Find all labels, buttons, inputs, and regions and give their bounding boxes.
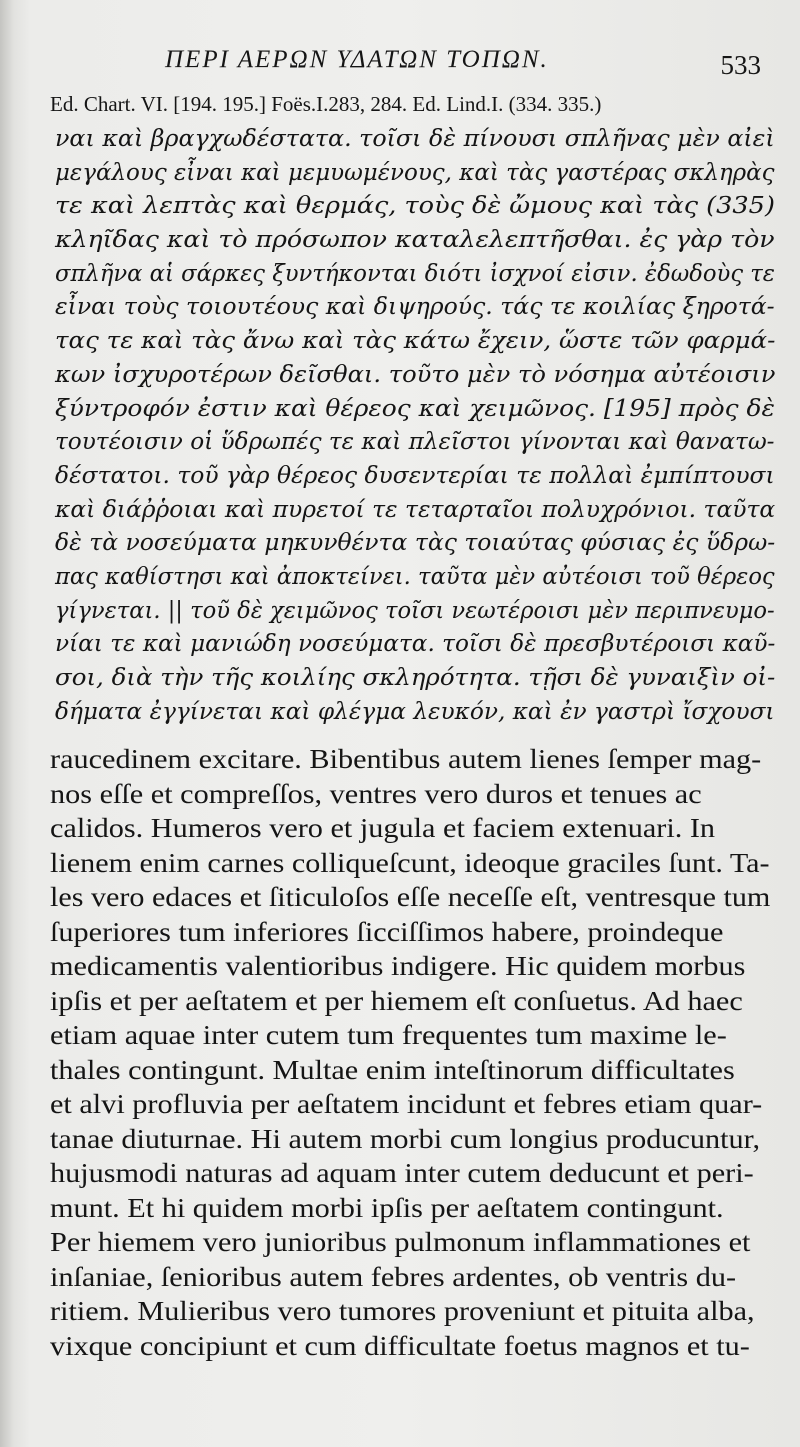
latin-text-line: ſuperiores tum inferiores ſicciſſimos habere, proindeque: [50, 916, 724, 947]
latin-text-line: raucedinem excitare. Bibentibus autem lienes ſemper mag-: [50, 744, 762, 774]
latin-text-line: ipſis et per aeſtatem et per hiemem eſt conſuetus. Ad haec: [50, 985, 743, 1016]
latin-text-block: [50, 742, 780, 1363]
latin-text-line: thales contingunt. Multae enim inteſtinorum difficultates: [50, 1054, 735, 1085]
greek-text-line: ναι καὶ βραγχωδέστατα. τοῖσι δὲ πίνουσι σπλῆνας μὲν αἰεὶ: [55, 125, 775, 152]
running-title: ΠΕΡΙ ΑΕΡΩΝ ΥΔΑΤΩΝ ΤΟΠΩΝ.: [165, 46, 549, 73]
latin-text-line: nos eſſe et compreſſos, ventres vero duros et tenues ac: [50, 778, 702, 809]
latin-text-line: etiam aquae inter cutem tum frequentes tum maxime le-: [50, 1020, 727, 1050]
latin-text-line: ritiem. Mulieribus vero tumores proveniunt et pituita alba,: [50, 1296, 755, 1326]
latin-text-line: lienem enim carnes colliqueſcunt, ideoque graciles ſunt. Ta-: [50, 847, 770, 878]
latin-text-line: medicamentis valentioribus indigere. Hic quidem morbus: [50, 951, 746, 981]
greek-text-line: τουτέοισιν οἱ ὕδρωπές τε καὶ πλεῖστοι γίνονται καὶ θανατω-: [55, 428, 775, 456]
greek-text-line: μεγάλους εἶναι καὶ μεμυωμένους, καὶ τὰς γαστέρας σκληρὰς: [55, 158, 775, 186]
latin-text-line: calidos. Humeros vero et jugula et faciem extenuari. In: [50, 813, 716, 843]
greek-text-line: ξύντροφόν ἐστιν καὶ θέρεος καὶ χειμῶνος. [195] πρὸς δὲ: [55, 394, 775, 422]
greek-text-line: καὶ διάῤῥοιαι καὶ πυρετοί τε τεταρταῖοι πολυχρόνιοι. ταῦτα: [55, 495, 776, 523]
greek-text-line: κληῖδας καὶ τὸ πρόσωπον καταλελεπτῆσθαι. ἐς γὰρ τὸν: [55, 226, 775, 254]
page-gutter-shadow: [0, 0, 14, 1447]
greek-text-line: σοι, διὰ τὴν τῆς κοιλίης σκληρότητα. τῇσι δὲ γυναιξὶν οἰ-: [55, 664, 776, 691]
latin-text-line: hujusmodi naturas ad aquam inter cutem deducunt et peri-: [50, 1158, 754, 1188]
greek-text-line: κων ἰσχυροτέρων δεῖσθαι. τοῦτο μὲν τὸ νόσημα αὐτέοισιν: [55, 360, 776, 388]
greek-text-block: [55, 122, 775, 728]
greek-text-line: δέστατοι. τοῦ γὰρ θέρεος δυσεντερίαι τε πολλαὶ ἐμπίπτουσι: [55, 461, 775, 489]
latin-text-line: tanae diuturnae. Hi autem morbi cum longius producuntur,: [50, 1123, 761, 1154]
latin-text-line: les vero edaces et ſiticuloſos eſſe neceſſe eſt, ventresque tum: [50, 882, 771, 912]
page-header: [165, 42, 775, 92]
greek-text-line: εἶναι τοὺς τοιουτέους καὶ διψηρούς. τάς τε κοιλίας ξηροτά-: [55, 293, 775, 321]
latin-text-line: vixque concipiunt et cum difficultate foetus magnos et tu-: [50, 1330, 750, 1361]
page-number: 533: [720, 50, 761, 80]
greek-text-line: τας τε καὶ τὰς ἄνω καὶ τὰς κάτω ἔχειν, ὥστε τῶν φαρμά-: [55, 327, 776, 355]
greek-text-line: δήματα ἐγγίνεται καὶ φλέγμα λευκόν, καὶ ἐν γαστρὶ ἴσχουσι: [55, 697, 775, 725]
edition-reference-line: Ed. Chart. VI. [194. 195.] Foës.I.283, 284. Ed. Lind.I. (334. 335.): [50, 92, 602, 116]
greek-text-line: δὲ τὰ νοσεύματα μηκυνθέντα τὰς τοιαύτας φύσιας ἐς ὕδρω-: [55, 529, 776, 557]
latin-text-line: Per hiemem vero junioribus pulmonum inflammationes et: [50, 1227, 751, 1257]
latin-text-line: inſaniae, ſenioribus autem febres ardentes, ob ventris du-: [50, 1261, 737, 1292]
latin-text-line: munt. Et hi quidem morbi ipſis per aeſtatem contingunt.: [50, 1192, 724, 1223]
greek-text-line: σπλῆνα αἱ σάρκες ξυντήκονται διότι ἰσχνοί εἰσιν. ἐδωδοὺς τε: [55, 259, 775, 287]
greek-text-line: τε καὶ λεπτὰς καὶ θερμάς, τοὺς δὲ ὤμους καὶ τὰς (335): [55, 192, 775, 220]
greek-text-line: νίαι τε καὶ μανιώδη νοσεύματα. τοῖσι δὲ πρεσβυτέροισι καῦ-: [55, 630, 776, 658]
greek-text-line: γίγνεται. || τοῦ δὲ χειμῶνος τοῖσι νεωτέροισι μὲν περιπνευμο-: [55, 596, 775, 624]
latin-text-line: et alvi profluvia per aeſtatem incidunt et febres etiam quar-: [50, 1089, 763, 1119]
greek-text-line: πας καθίστησι καὶ ἀποκτείνει. ταῦτα μὲν αὐτέοισι τοῦ θέρεος: [55, 562, 775, 590]
